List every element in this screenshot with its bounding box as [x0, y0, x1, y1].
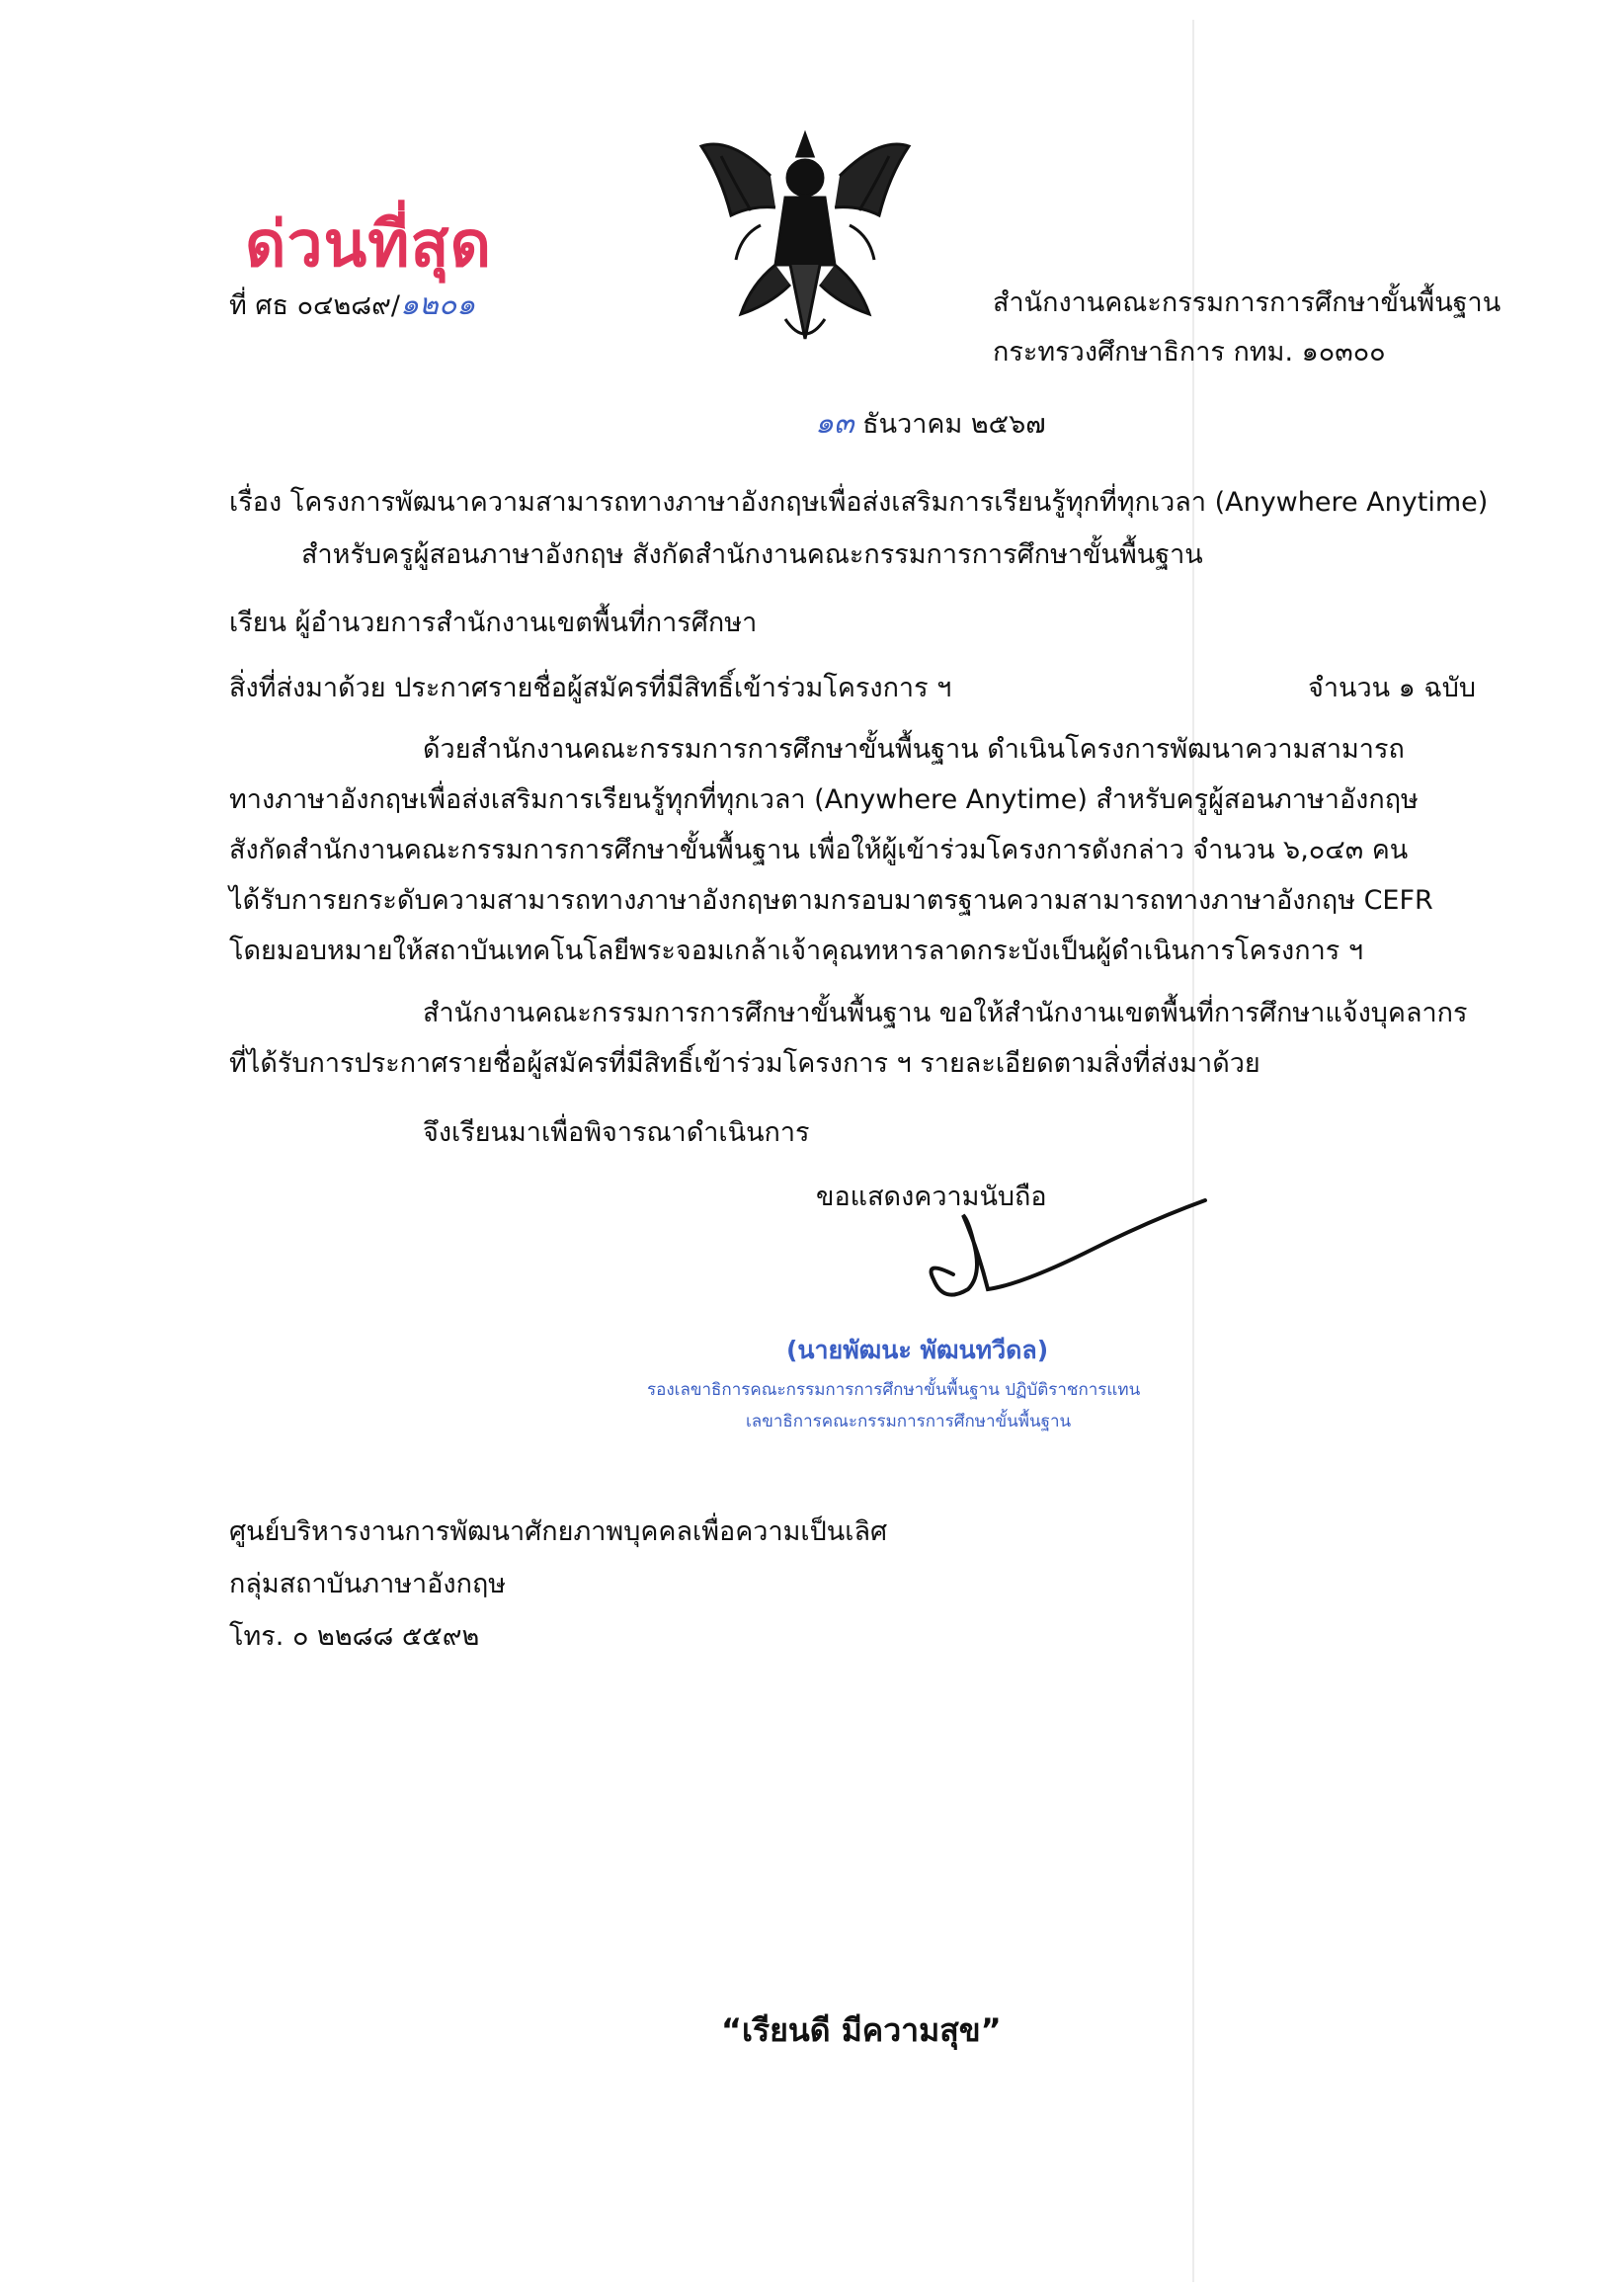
regards: ขอแสดงความนับถือ — [816, 1182, 1047, 1212]
contact-group: กลุ่มสถาบันภาษาอังกฤษ — [229, 1569, 507, 1599]
signer-position-1: รองเลขาธิการคณะกรรมการการศึกษาขั้นพื้นฐาน ปฏิบัติราชการแทน — [647, 1380, 1141, 1400]
subject-text-1: โครงการพัฒนาความสามารถทางภาษาอังกฤษเพื่อส่งเสริมการเรียนรู้ทุกที่ทุกเวลา (Anywhere Anytime) — [289, 487, 1489, 518]
letter-date — [815, 405, 1046, 444]
body-paragraph-2 — [229, 995, 1482, 1096]
document-number-prefix: ที่ ศธ ๐๔๒๘๙/ — [229, 290, 400, 321]
paragraph-line: สังกัดสำนักงานคณะกรรมการการศึกษาขั้นพื้นฐาน เพื่อให้ผู้เข้าร่วมโครงการดังกล่าว จำนวน ๖,๐๔๓ คน — [229, 835, 1409, 865]
addressee — [229, 605, 757, 642]
garuda-emblem-icon — [691, 117, 919, 354]
paragraph-line: ได้รับการยกระดับความสามารถทางภาษาอังกฤษตามกรอบมาตรฐานความสามารถทางภาษาอังกฤษ CEFR — [229, 885, 1433, 916]
contact-department: ศูนย์บริหารงานการพัฒนาศักยภาพบุคคลเพื่อความเป็นเลิศ — [229, 1516, 888, 1547]
paragraph-line: ทางภาษาอังกฤษเพื่อส่งเสริมการเรียนรู้ทุกที่ทุกเวลา (Anywhere Anytime) สำหรับครูผู้สอนภาษาอังกฤษ — [229, 784, 1419, 815]
paragraph-line: ด้วยสำนักงานคณะกรรมการการศึกษาขั้นพื้นฐาน ดำเนินโครงการพัฒนาความสามารถ — [423, 734, 1405, 765]
document-number-handwritten: ๑๒๐๑ — [400, 287, 476, 322]
subject-label: เรื่อง — [229, 487, 283, 518]
document-number — [229, 286, 475, 325]
signer-name: (นายพัฒนะ พัฒนทวีดล) — [786, 1336, 1049, 1364]
agency-name: สำนักงานคณะกรรมการการศึกษาขั้นพื้นฐาน — [993, 287, 1502, 318]
addressee-label: เรียน — [229, 608, 287, 638]
subject-line-2: สำหรับครูผู้สอนภาษาอังกฤษ สังกัดสำนักงานคณะกรรมการการศึกษาขั้นพื้นฐาน — [301, 539, 1203, 570]
subject-line-1 — [229, 484, 1488, 522]
body-paragraph-1 — [229, 731, 1482, 983]
closing-sentence: จึงเรียนมาเพื่อพิจารณาดำเนินการ — [423, 1117, 810, 1148]
paragraph-line: ที่ได้รับการประกาศรายชื่อผู้สมัครที่มีสิทธิ์เข้าร่วมโครงการ ฯ รายละเอียดตามสิ่งที่ส่งมาด้วย — [229, 1048, 1260, 1079]
slogan: “เรียนดี มีความสุข” — [721, 2011, 1002, 2049]
handwritten-signature — [894, 1181, 1210, 1319]
agency-address: กระทรวงศึกษาธิการ กทม. ๑๐๓๐๐ — [993, 337, 1386, 368]
addressee-value: ผู้อำนวยการสำนักงานเขตพื้นที่การศึกษา — [294, 608, 758, 638]
paragraph-line: สำนักงานคณะกรรมการการศึกษาขั้นพื้นฐาน ขอให้สำนักงานเขตพื้นที่การศึกษาแจ้งบุคลากร — [423, 998, 1468, 1028]
enclosure — [229, 670, 951, 707]
enclosure-value: ประกาศรายชื่อผู้สมัครที่มีสิทธิ์เข้าร่วมโครงการ ฯ — [394, 673, 952, 703]
signer-position-2: เลขาธิการคณะกรรมการการศึกษาขั้นพื้นฐาน — [746, 1412, 1072, 1431]
paragraph-line: โดยมอบหมายให้สถาบันเทคโนโลยีพระจอมเกล้าเจ้าคุณทหารลาดกระบังเป็นผู้ดำเนินการโครงการ ฯ — [229, 936, 1363, 966]
date-day-handwritten: ๑๓ — [815, 406, 854, 441]
enclosure-label: สิ่งที่ส่งมาด้วย — [229, 673, 386, 703]
contact-phone: โทร. ๐ ๒๒๘๘ ๕๕๙๒ — [229, 1621, 480, 1652]
enclosure-count: จำนวน ๑ ฉบับ — [1308, 673, 1477, 703]
urgency-stamp: ด่วนที่สุด — [245, 208, 493, 282]
date-month-year: ธันวาคม ๒๕๖๗ — [862, 409, 1046, 440]
